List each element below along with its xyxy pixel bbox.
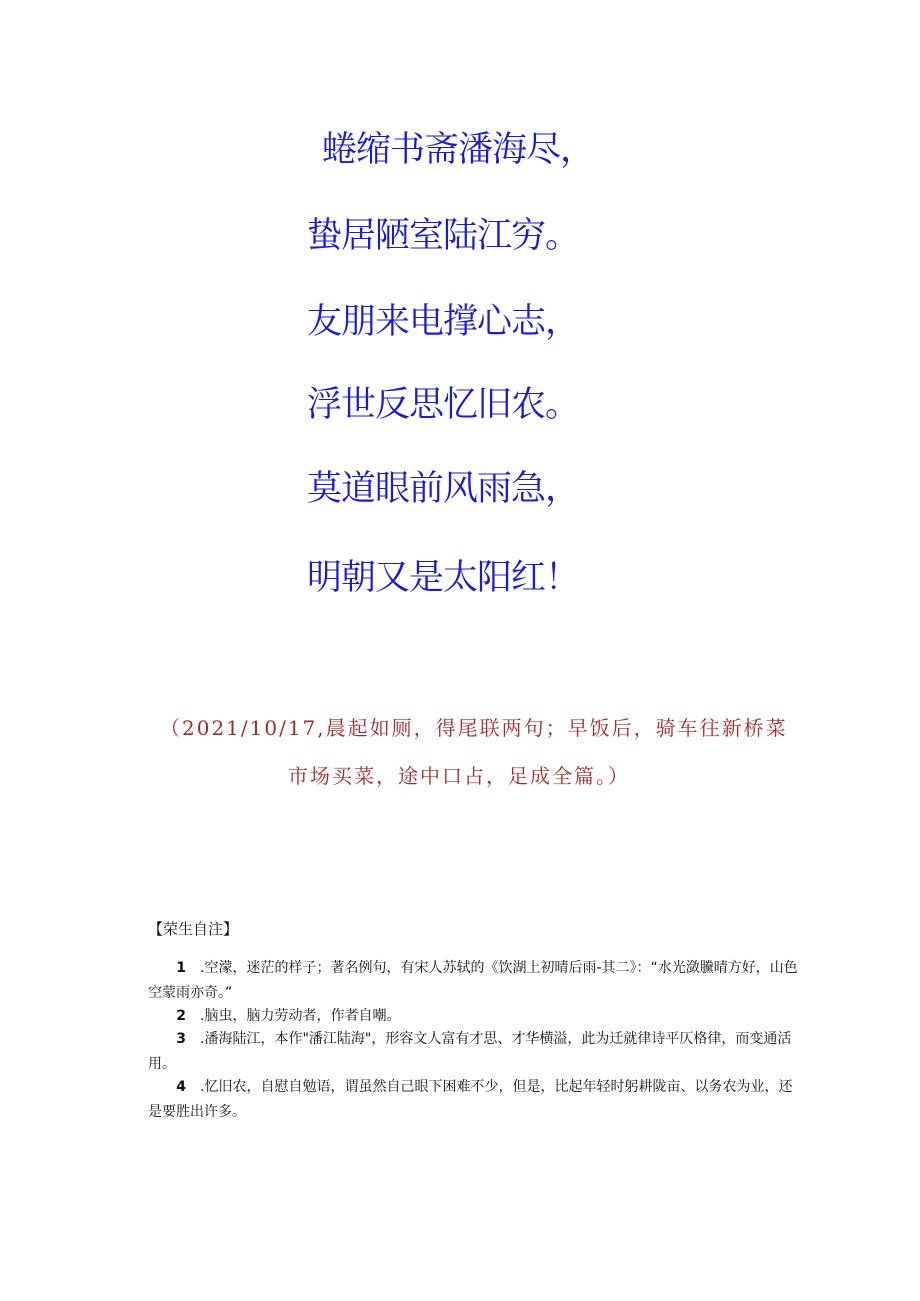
poem-line-3: 友朋来电撑心志，: [307, 302, 580, 342]
note-2: [148, 1004, 798, 1029]
note-text: .空濛，迷茫的样子；著名例句，有宋人苏轼的《饮湖上初晴后雨-其二》：“水光潋黱晴方好，山色空蒙雨亦奇。”: [148, 960, 798, 1001]
poem-line-2: 蛰居陋室陆江穷。: [307, 216, 580, 256]
note-number: 3: [176, 1031, 186, 1047]
poem-line-6: 明朝又是太阳红！: [307, 558, 580, 598]
note-text: .忆旧农，自慰自勉语，谓虽然自己眼下困难不少，但是，比起年轻时躬耕陇亩、以务农为业，还是要胜出许多。: [148, 1079, 793, 1120]
postscript-line-1: （2021/10/17,晨起如厕，得尾联两句；早饭后，骑车往新桥菜: [160, 716, 788, 740]
note-number: 2: [176, 1008, 186, 1024]
note-1: [148, 956, 798, 1006]
poem-line-1: 蜷缩书斋潘海尽，: [322, 130, 595, 170]
note-4: [148, 1075, 798, 1125]
note-text: .脑虫，脑力劳动者，作者自嘲。: [200, 1008, 401, 1024]
note-3: [148, 1027, 798, 1077]
notes-heading: 【荣生自注】: [148, 920, 239, 938]
note-number: 4: [176, 1079, 186, 1095]
poem-line-5: 莫道眼前风雨急，: [307, 469, 580, 509]
poem-line-4: 浮世反思忆旧农。: [307, 385, 580, 425]
postscript-line-2: 市场买菜，途中口占，足成全篇。）: [288, 764, 630, 788]
note-text: .潘海陆江，本作"潘江陆海"，形容文人富有才思、才华横溢，此为迁就律诗平仄格律，而变通活用。: [148, 1031, 792, 1072]
note-number: 1: [176, 960, 186, 976]
